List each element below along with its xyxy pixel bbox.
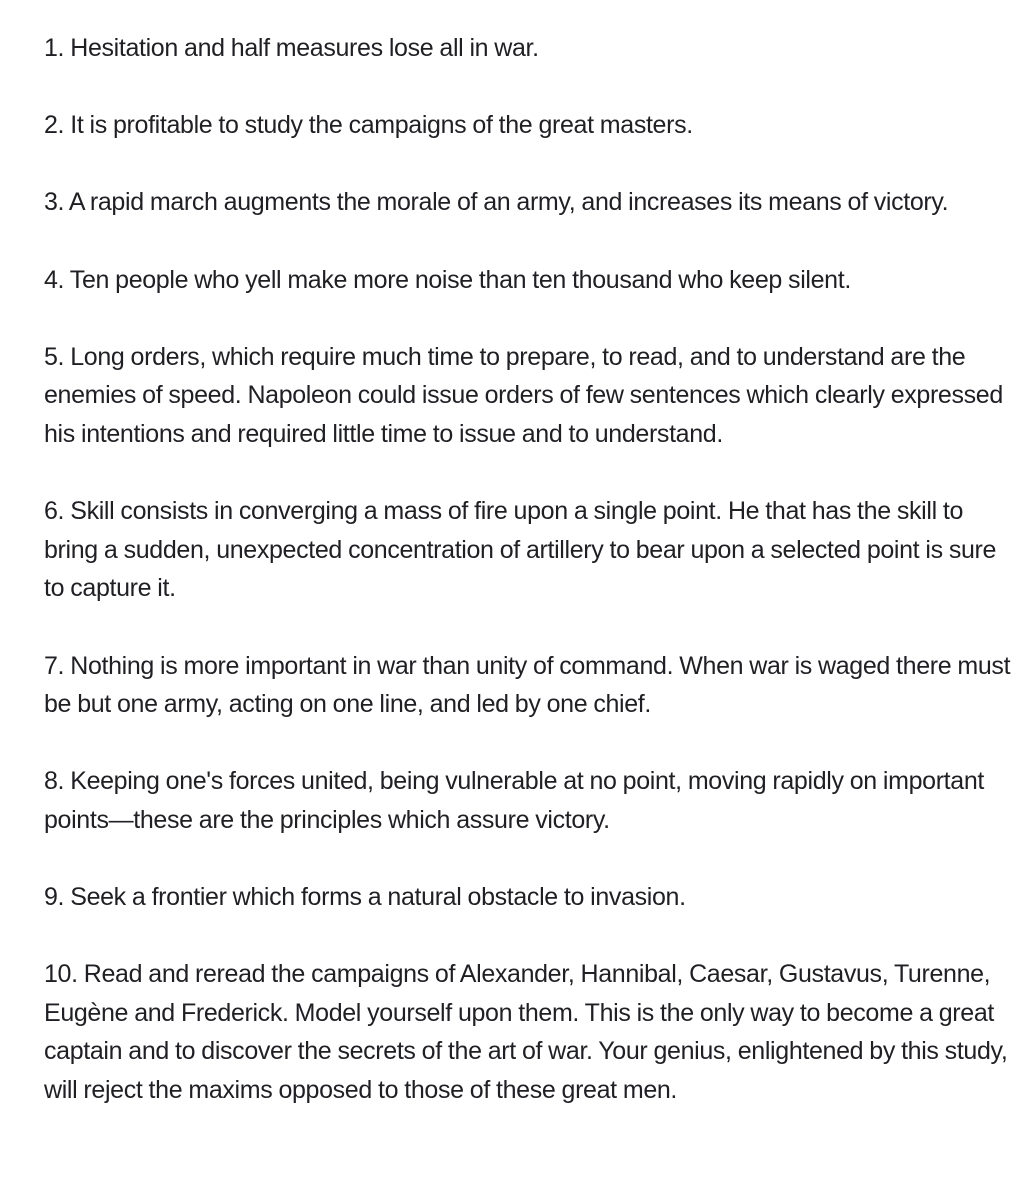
maxim-8: 8. Keeping one's forces united, being vulnerable at no point, moving rapidly on important points—these are the principles which assure victory.: [44, 767, 984, 834]
maxim-10: 10. Read and reread the campaigns of Alexander, Hannibal, Caesar, Gustavus, Turenne, Eugène and Frederick. Model yourself upon them. This is the only way to become a great captain and to discover the secrets of the art of war. Your genius, enlightened by this study, will reject the maxims opposed to those of these great men.: [44, 960, 1008, 1105]
maxim-1: 1. Hesitation and half measures lose all in war.: [44, 34, 539, 62]
maxim-7: 7. Nothing is more important in war than unity of command. When war is waged there must be but one army, acting on one line, and led by one chief.: [44, 651, 1011, 719]
maxim-9: 9. Seek a frontier which forms a natural obstacle to invasion.: [44, 883, 686, 912]
maxim-5: 5. Long orders, which require much time to prepare, to read, and to understand are the enemies of speed. Napoleon could issue orders of few sentences which clearly expressed his intentions and required little time to issue and to understand.: [44, 342, 1003, 448]
maxims-document: [44, 29, 1019, 1110]
maxim-6: 6. Skill consists in converging a mass of fire upon a single point. He that has the skill to bring a sudden, unexpected concentration of artillery to bear upon a selected point is sure to capture it.: [44, 497, 997, 603]
maxim-4: 4. Ten people who yell make more noise than ten thousand who keep silent.: [44, 265, 851, 294]
maxim-2: 2. It is profitable to study the campaigns of the great masters.: [44, 111, 693, 140]
maxim-3: 3. A rapid march augments the morale of an army, and increases its means of victory.: [44, 188, 949, 217]
